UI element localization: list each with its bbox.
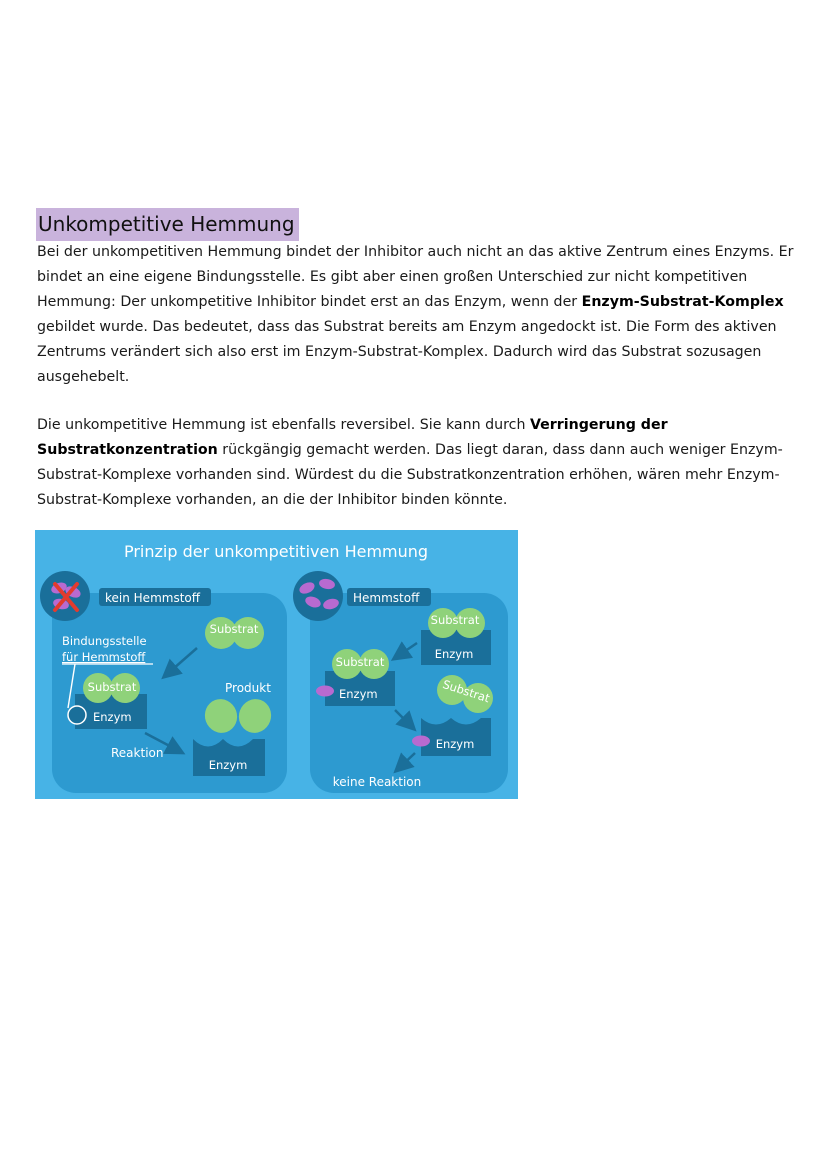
substrate-tilted-label: Substrat bbox=[440, 677, 492, 706]
substrate-top-label: Substrat bbox=[430, 613, 480, 627]
binding-site-marker bbox=[68, 706, 86, 724]
free-substrate-label: Substrat bbox=[209, 622, 259, 636]
paragraph-2-text-b: rückgängig gemacht werden. Das liegt daran, dass dann auch weniger Enzym-Substrat-Komplexe vorhanden sind. Würdest du die Substratkonzentration erhöhen, wären mehr Enzym-Substrat-Komplexe vorhanden, an die der Inhibitor binden könnte. bbox=[37, 442, 783, 508]
inhibitor-bound-mid bbox=[316, 686, 334, 697]
enzyme-label-left: Enzym bbox=[93, 710, 132, 724]
binding-site-label-2: für Hemmstoff bbox=[62, 650, 146, 664]
paragraph-2-text-a: Die unkompetitive Hemmung ist ebenfalls reversibel. Sie kann durch bbox=[37, 417, 530, 433]
diagram-svg bbox=[35, 530, 518, 799]
right-inhibitor-circle bbox=[293, 571, 343, 621]
enzyme-label-after: Enzym bbox=[208, 758, 248, 772]
enzyme-mid-label: Enzym bbox=[339, 687, 378, 701]
paragraph-2 bbox=[37, 413, 797, 513]
inhibitor-bound-bottom bbox=[412, 736, 430, 747]
bound-substrate-label: Substrat bbox=[87, 680, 137, 694]
right-panel-label: Hemmstoff bbox=[353, 591, 420, 605]
binding-site-label-1: Bindungsstelle bbox=[62, 634, 147, 648]
inhibition-diagram bbox=[35, 530, 518, 799]
enzyme-bottom-label: Enzym bbox=[435, 737, 475, 751]
reaction-label: Reaktion bbox=[111, 746, 164, 760]
left-panel-label: kein Hemmstoff bbox=[105, 591, 201, 605]
paragraph-1-bold-term: Enzym-Substrat-Komplex bbox=[581, 294, 784, 310]
paragraph-1-text-b: gebildet wurde. Das bedeutet, dass das Substrat bereits am Enzym angedockt ist. Die Form des aktiven Zentrums verändert sich also erst im Enzym-Substrat-Komplex. Dadurch wird das Substrat sozusagen ausgehebelt. bbox=[37, 319, 777, 385]
diagram-title: Prinzip der unkompetitiven Hemmung bbox=[123, 542, 429, 561]
section-heading: Unkompetitive Hemmung bbox=[36, 208, 299, 241]
substrate-mid-label: Substrat bbox=[335, 655, 385, 669]
product-label: Produkt bbox=[225, 681, 271, 695]
paragraph-2-bold-term: Verringerung der Substratkonzentration bbox=[37, 417, 668, 458]
paragraph-1 bbox=[37, 240, 797, 390]
no-reaction-label: keine Reaktion bbox=[332, 775, 422, 789]
paragraph-1-text-a: Bei der unkompetitiven Hemmung bindet der Inhibitor auch nicht an das aktive Zentrum eines Enzyms. Er bindet an eine eigene Bindungsstelle. Es gibt aber einen großen Unterschied zur nicht kompetitiven Hemmung: Der unkompetitive Inhibitor bindet erst an das Enzym, wenn der bbox=[37, 244, 794, 310]
enzyme-top-label: Enzym bbox=[434, 647, 474, 661]
